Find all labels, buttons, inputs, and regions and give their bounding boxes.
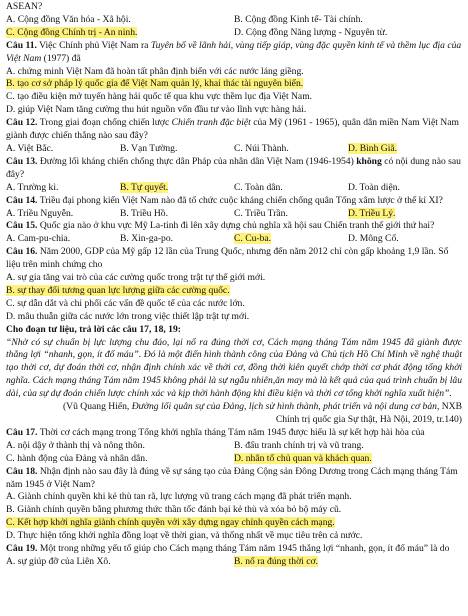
q19-options-row-1 — [6, 556, 462, 569]
q15-number: Câu 15. — [6, 220, 38, 232]
q16-stem-text: Năm 2000, GDP của Mỹ gấp 12 lần của Trung Quốc, nhưng đến năm 2012 chỉ còn gấp khoảng 1,9 lần. Số liệu trên minh chứng cho — [6, 246, 449, 271]
q19-stem — [6, 543, 462, 556]
q13-stem — [6, 156, 462, 182]
q11-option-c: C. tạo điều kiện mở tuyến hàng hải quốc tế qua khu vực thềm lục địa Việt Nam. — [6, 91, 313, 103]
q12-stem — [6, 117, 462, 143]
q17-options-row-1 — [6, 440, 462, 453]
q18-stem — [6, 466, 462, 492]
q11-option-a: A. chứng minh Việt Nam đã hoàn tất phân định biển với các nước láng giềng. — [6, 65, 304, 77]
q-prev-options-row-2 — [6, 27, 462, 40]
passage-source-end: , NXB — [436, 401, 462, 413]
q18-number: Câu 18. — [6, 465, 38, 477]
q11-stem-text: Việc Chính phủ Việt Nam ra — [39, 39, 149, 51]
q11-number: Câu 11. — [6, 39, 37, 51]
q18-stem-text: Nhận định nào sau đây là đúng về sự sáng tạo của Đảng Cộng sản Đông Dương trong Cách mạng tháng Tám năm 1945 ở Việt Nam? — [6, 465, 458, 490]
q12-stem-italic: Chiến tranh đặc biệt — [171, 117, 251, 129]
q16-option-d: D. mâu thuẫn giữa các nước lớn trong việc thiết lập trật tự mới. — [6, 310, 250, 322]
q11-stem-italic: Tuyên bố về lãnh hải, vùng tiếp giáp, vùng đặc quyền kinh tế và thềm lục địa của Việt Nam — [6, 39, 462, 64]
q17-number: Câu 17. — [6, 426, 38, 438]
q15-options — [6, 233, 462, 246]
passage-source-prefix: (Vũ Quang Hiển, — [62, 401, 130, 413]
q15-stem — [6, 220, 462, 233]
q17-stem — [6, 427, 462, 440]
q14-stem — [6, 195, 462, 208]
q-prev-option-c: C. Cộng đồng Chính trị - An ninh. — [6, 26, 138, 38]
q16-option-b: B. sự thay đổi tương quan lực lượng giữa các cường quốc. — [6, 284, 230, 296]
q16-number: Câu 16. — [6, 246, 38, 258]
q13-option-b: B. Tự quyết. — [120, 181, 169, 193]
q-prev-option-b: B. Cộng đồng Kinh tế- Tài chính. — [234, 13, 363, 25]
q13-option-d: D. Toàn diện. — [348, 181, 400, 193]
q18-option-a: A. Giành chính quyền khi kẻ thù tan rã, lực lượng vũ trang cách mạng đã phát triển mạnh. — [6, 491, 352, 503]
q17-option-c: C. hành động của Đảng và nhân dân. — [6, 452, 148, 464]
q19-stem-text: Một trong những yếu tố giúp cho Cách mạng tháng Tám năm 1945 thắng lợi “nhanh, gọn, ít đổ máu” là do — [39, 543, 450, 555]
q13-options — [6, 182, 462, 195]
q17-option-d: D. nhân tố chủ quan và khách quan. — [234, 452, 372, 464]
q13-stem-text: Đường lối kháng chiến chống thực dân Pháp của nhân dân Việt Nam (1946-1954) — [39, 155, 354, 167]
q13-stem-bold: không — [356, 155, 382, 167]
q17-option-a: A. nội dậy ở thành thị và nông thôn. — [6, 439, 145, 451]
q16-option-a: A. sự gia tăng vai trò của các cường quốc trong trật tự thế giới mới. — [6, 272, 266, 284]
q14-number: Câu 14. — [6, 194, 38, 206]
q13-option-c: C. Toàn dân. — [234, 181, 283, 193]
q11-stem-end: (1977) đã — [43, 52, 81, 64]
q11-stem — [6, 40, 462, 66]
q12-options — [6, 143, 462, 156]
q11-option-d: D. giúp Việt Nam tăng cường thu hút nguồn vốn đầu tư vào lĩnh vực hàng hải. — [6, 104, 307, 116]
q15-option-c: C. Cu-ba. — [234, 233, 272, 245]
q18-option-b: B. Giành chính quyền bằng phương thức thần tốc đánh bại kẻ thù và xóa bỏ bộ máy cũ. — [6, 504, 342, 516]
q16-stem — [6, 246, 462, 272]
q15-option-a: A. Cam-pu-chia. — [6, 233, 71, 245]
q19-number: Câu 19. — [6, 543, 38, 555]
q12-option-a: A. Việt Bắc. — [6, 142, 54, 154]
passage-heading: Cho đoạn tư liệu, trả lời các câu 17, 18, 19: — [6, 323, 181, 335]
q17-options-row-2 — [6, 453, 462, 466]
q14-option-c: C. Triều Trần. — [234, 207, 288, 219]
q14-options — [6, 208, 462, 221]
q14-option-b: B. Triều Hồ. — [120, 207, 168, 219]
q13-option-a: A. Trường kì. — [6, 181, 59, 193]
q18-option-c: C. Kết hợp khởi nghĩa giành chính quyền với xây dựng ngay chính quyền cách mạng. — [6, 517, 335, 529]
q13-stem-end: có nội dung nào sau đây? — [6, 155, 461, 180]
passage-source-title: Đường lối quân sự của Đảng, lịch sử hình thành, phát triển và nội dung cơ bản — [131, 401, 437, 413]
q19-option-b: B. nổ ra đúng thời cơ. — [234, 555, 318, 567]
q12-stem-end: của Mỹ (1961 - 1965), quân dân miền Nam Việt Nam giành được chiến thắng nào sau đây? — [6, 117, 459, 142]
q17-stem-text: Thời cơ cách mạng trong Tổng khởi nghĩa tháng Tám năm 1945 được hiểu là sự kết hợp hài hòa của — [39, 426, 425, 438]
q-prev-options-row-1 — [6, 14, 462, 27]
q11-option-b: B. tạo cơ sở pháp lý quốc gia để Việt Nam quản lý, khai thác tài nguyên biển. — [6, 78, 304, 90]
q12-number: Câu 12. — [6, 117, 38, 129]
q12-stem-text: Trong giai đoạn chống chiến lược — [39, 117, 170, 129]
q14-option-a: A. Triều Nguyễn. — [6, 207, 74, 219]
q15-stem-text: Quốc gia nào ở khu vực Mỹ La-tinh đi lên xây dựng chủ nghĩa xã hội sau Chiến tranh thế giới thứ hai? — [39, 220, 435, 232]
passage-source-line2: Chính trị quốc gia Sự thật, Hà Nội, 2019, tr.140) — [275, 414, 462, 425]
q12-option-b: B. Vạn Tường. — [120, 142, 178, 154]
q12-option-d: D. Bình Giã. — [348, 142, 398, 154]
q13-number: Câu 13. — [6, 155, 38, 167]
q16-option-c: C. sự dẫn dắt và chi phối các vấn đề quốc tế của các nước lớn. — [6, 297, 245, 309]
q19-option-a: A. sự giúp đỡ của Liên Xô. — [6, 555, 111, 567]
intro-line: ASEAN? — [6, 1, 43, 12]
q17-option-b: B. đấu tranh chính trị và vũ trang. — [234, 439, 364, 451]
q-prev-option-d: D. Cộng đồng Năng lượng - Nguyên từ. — [234, 26, 388, 38]
passage-source — [6, 401, 462, 414]
q15-option-b: B. Xin-ga-po. — [120, 233, 174, 245]
passage-quote: “Nhờ có sự chuẩn bị lực lượng chu đáo, lại nổ ra đúng thời cơ, Cách mạng tháng Tám năm 1945 đã giành được thắng lợi “nhanh, gọn, ít đổ máu”. Đó là một điển hình thành công của Đảng và Chủ tịch Hồ Chí Minh về nghệ thuật tạo thời cơ, dự đoán thời cơ, nhận định chính xác về thời cơ, đồng thời kiên quyết chớp thời cơ phát động tổng khởi nghĩa. Cách mạng tháng Tám năm 1945 không phải là sự ngẫu nhiên,ăn may mà là kết quả của quá trình chuẩn bị lâu dài, của sự dự đoán chiến lược chính xác và kịp thời hành động khi điều kiện và thời cơ tổng khởi nghĩa xuất hiện”. — [6, 336, 462, 400]
q-prev-option-a: A. Cộng đồng Văn hóa - Xã hội. — [6, 13, 131, 25]
q14-option-d: D. Triều Lý. — [348, 207, 396, 219]
q14-stem-text: Triều đại phong kiến Việt Nam nào đã tổ chức cuộc kháng chiến chống quân Tống xâm lược ở thế kỉ XI? — [39, 194, 443, 206]
q15-option-d: D. Mông Cổ. — [348, 233, 399, 245]
q12-option-c: C. Núi Thành. — [234, 142, 289, 154]
q18-option-d: D. Thực hiện tổng khởi nghĩa đồng loạt về thời gian, và thống nhất về mục tiêu trên cả nước. — [6, 530, 363, 542]
